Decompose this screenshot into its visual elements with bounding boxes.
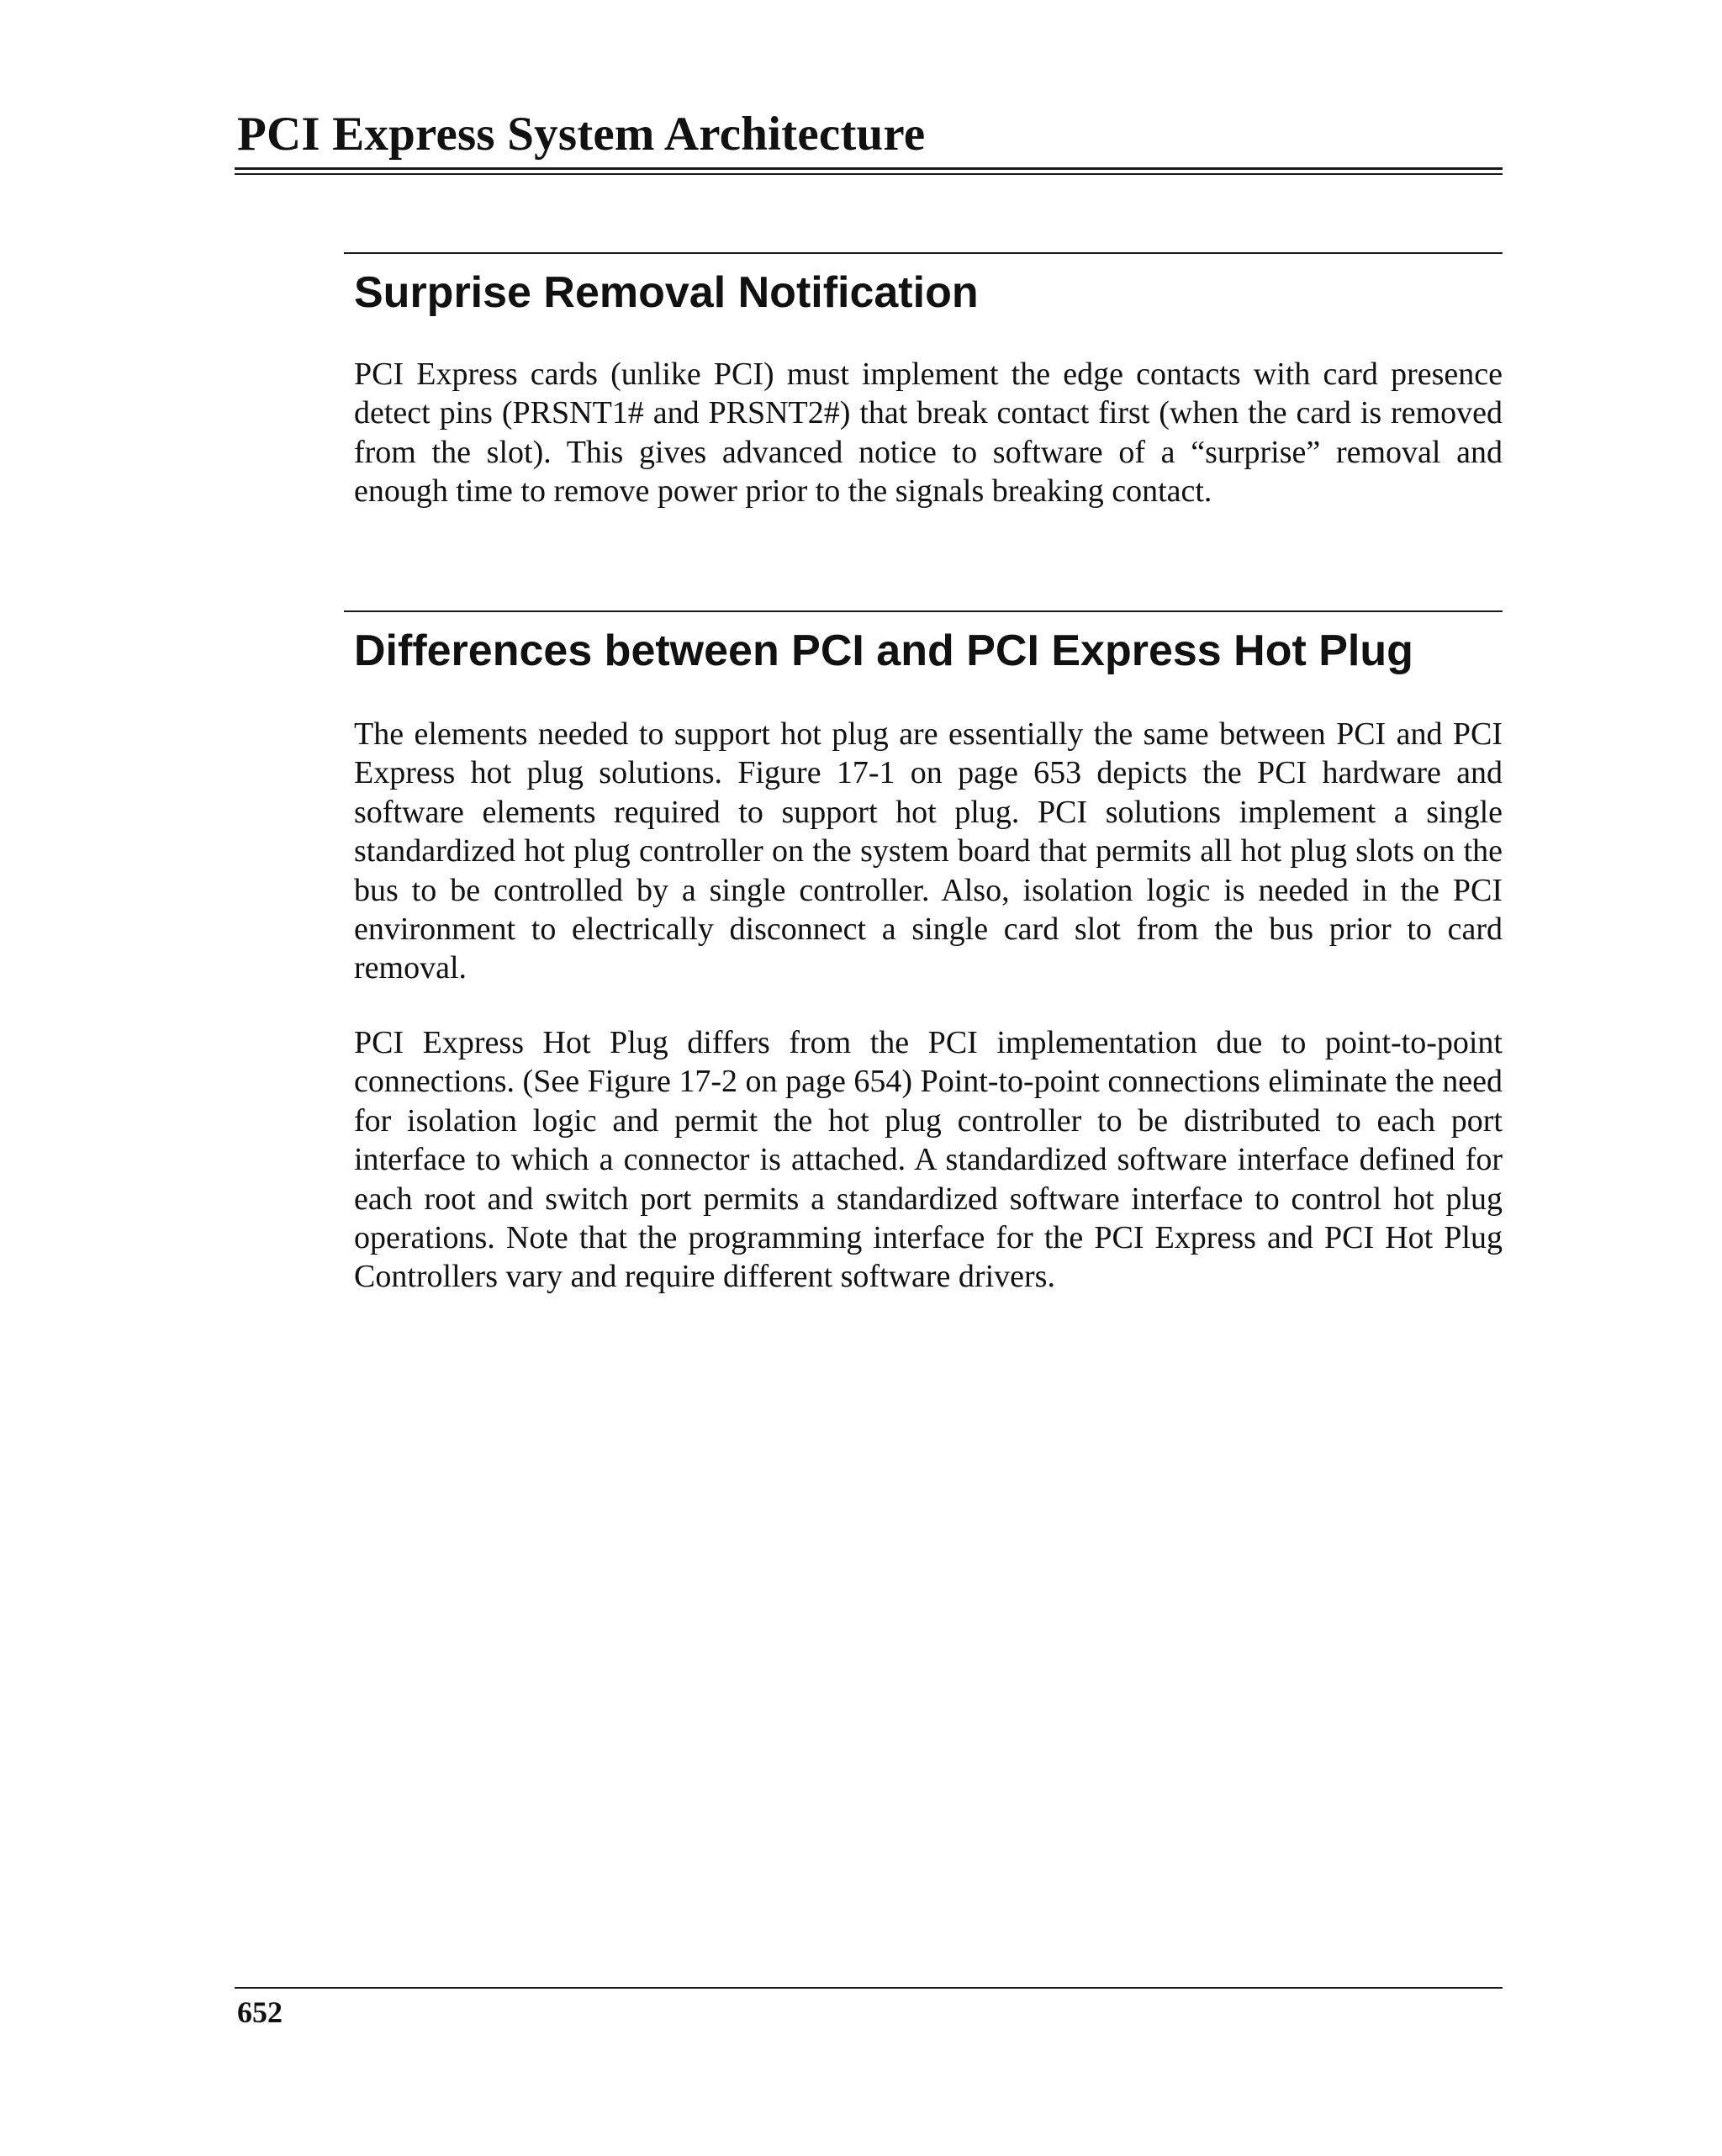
running-head-title: PCI Express System Architecture — [237, 108, 926, 161]
section-heading-differences: Differences between PCI and PCI Express Hot Plug — [354, 626, 1413, 675]
section-rule-surprise-removal — [344, 252, 1503, 254]
section-rule-differences — [344, 610, 1503, 612]
paragraph-differences-2: PCI Express Hot Plug differs from the PCI implementation due to point-to-point connections. (See Figure 17-2 on page 654) Point-to-point connections eliminate the need for isolation logic and permit the hot plug controller to be distributed to each port interface to which a connector is attached. A standardized software interface defined for each root and switch port permits a standardized software interface to control hot plug operations. Note that the programming interface for the PCI Express and PCI Hot Plug Controllers vary and require different software drivers. — [354, 1025, 1503, 1295]
header-rule-top — [235, 167, 1503, 170]
header-rule-bottom — [235, 173, 1503, 175]
footer-rule — [235, 1987, 1503, 1989]
page-number: 652 — [237, 1995, 283, 2029]
paragraph-differences-1: The elements needed to support hot plug are essentially the same between PCI and PCI Express hot plug solutions. Figure 17-1 on page 653 depicts the PCI hardware and software elements required to support hot plug. PCI solutions implement a single standardized hot plug controller on the system board that permits all hot plug slots on the bus to be controlled by a single controller. Also, isolation logic is needed in the PCI environment to electrically disconnect a single card slot from the bus prior to card removal. — [354, 716, 1503, 986]
section-heading-surprise-removal: Surprise Removal Notification — [354, 268, 979, 317]
paragraph-surprise-removal: PCI Express cards (unlike PCI) must implement the edge contacts with card presence detect pins (PRSNT1# and PRSNT2#) that break contact first (when the card is removed from the slot). This gives advanced notice to software of a “surprise” removal and enough time to remove power prior to the signals breaking contact. — [354, 357, 1503, 510]
